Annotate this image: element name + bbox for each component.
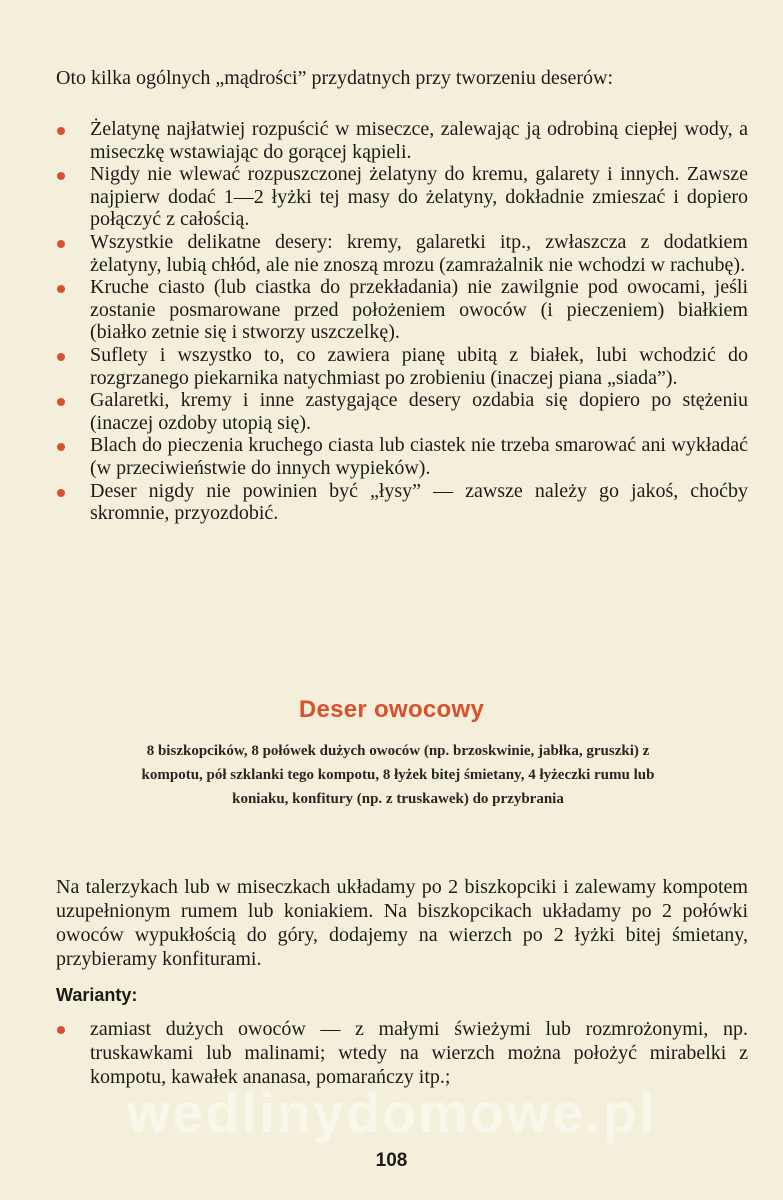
variant-text: zamiast dużych owoców — z małymi świeżymi lub rozmrożonymi, np. truskawkami lub malinami; wtedy na wierzch można położyć mirabelki z kompotu, kawałek ananasa, pomarańczy itp.; [90, 1018, 748, 1088]
tip-text: Galaretki, kremy i inne zastygające desery ozdabia się dopiero po stężeniu (inaczej ozdoby utopią się). [90, 389, 748, 434]
tip-text: Żelatynę najłatwiej rozpuścić w miseczce, zalewając ją odrobiną ciepłej wody, a miseczkę wstawiając do gorącej kąpieli. [90, 118, 748, 163]
bullet-icon [57, 285, 65, 293]
recipe-ingredients: 8 biszkopcików, 8 połówek dużych owoców (np. brzoskwinie, jabłka, gruszki) z kompotu, pół szklanki tego kompotu, 8 łyżek bitej śmietany, 4 łyżeczki rumu lub koniaku, konfitury (np. z truskawek) do przybrania [141, 743, 655, 807]
page-number: 108 [375, 1150, 408, 1171]
variants-list [56, 1017, 748, 1089]
recipe-instructions: Na talerzykach lub w miseczkach układamy po 2 biszkopciki i zalewamy kompotem uzupełnionym rumem lub koniakiem. Na biszkopcikach układamy po 2 połówki owoców wypukłością do góry, dodajemy na wierzch po 2 łyżki bitej śmietany, przybieramy konfiturami. [56, 876, 748, 970]
bullet-icon [57, 240, 65, 248]
list-item [56, 480, 748, 525]
bullet-icon [57, 172, 65, 180]
tip-text: Wszystkie delikatne desery: kremy, galaretki itp., zwłaszcza z dodatkiem żelatyny, lubią chłód, ale nie znoszą mrozu (zamrażalnik nie wchodzi w rachubę). [90, 230, 748, 276]
variants-heading: Warianty: [56, 985, 138, 1005]
watermark: wedlinydomowe.pl [126, 1081, 657, 1144]
bullet-icon [57, 127, 65, 135]
list-item [56, 389, 748, 434]
list-item [56, 434, 748, 479]
intro-paragraph: Oto kilka ogólnych „mądrości” przydatnych przy tworzeniu deserów: [56, 67, 614, 89]
bullet-icon [57, 443, 65, 451]
tip-text: Kruche ciasto (lub ciastka do przekładania) nie zawilgnie pod owocami, jeśli zostanie posmarowane przed położeniem owoców (i pieczeniem) białkiem (białko zetnie się i stworzy uszczelkę). [90, 276, 748, 344]
bullet-icon [57, 489, 65, 497]
tip-text: Deser nigdy nie powinien być „łysy” — zawsze należy go jakoś, choćby skromnie, przyozdobić. [90, 479, 748, 525]
recipe-title: Deser owocowy [298, 696, 485, 723]
bullet-icon [57, 398, 65, 406]
bullet-icon [57, 1026, 65, 1034]
tips-list [56, 118, 748, 525]
tip-text: Nigdy nie wlewać rozpuszczonej żelatyny do kremu, galarety i innych. Zawsze najpierw dodać 1—2 łyżki tej masy do żelatyny, dokładnie zmieszać i dopiero połączyć z całością. [90, 163, 748, 231]
list-item [56, 118, 748, 163]
list-item [56, 276, 748, 344]
list-item [56, 344, 748, 389]
tip-text: Suflety i wszystko to, co zawiera pianę ubitą z białek, lubi wchodzić do rozgrzanego piekarnika natychmiast po zrobieniu (inaczej piana „siada”). [90, 343, 748, 389]
list-item [56, 1017, 748, 1089]
list-item [56, 163, 748, 231]
bullet-icon [57, 353, 65, 361]
tip-text: Blach do pieczenia kruchego ciasta lub ciastek nie trzeba smarować ani wykładać (w przeciwieństwie do innych wypieków). [90, 434, 748, 479]
list-item [56, 231, 748, 276]
